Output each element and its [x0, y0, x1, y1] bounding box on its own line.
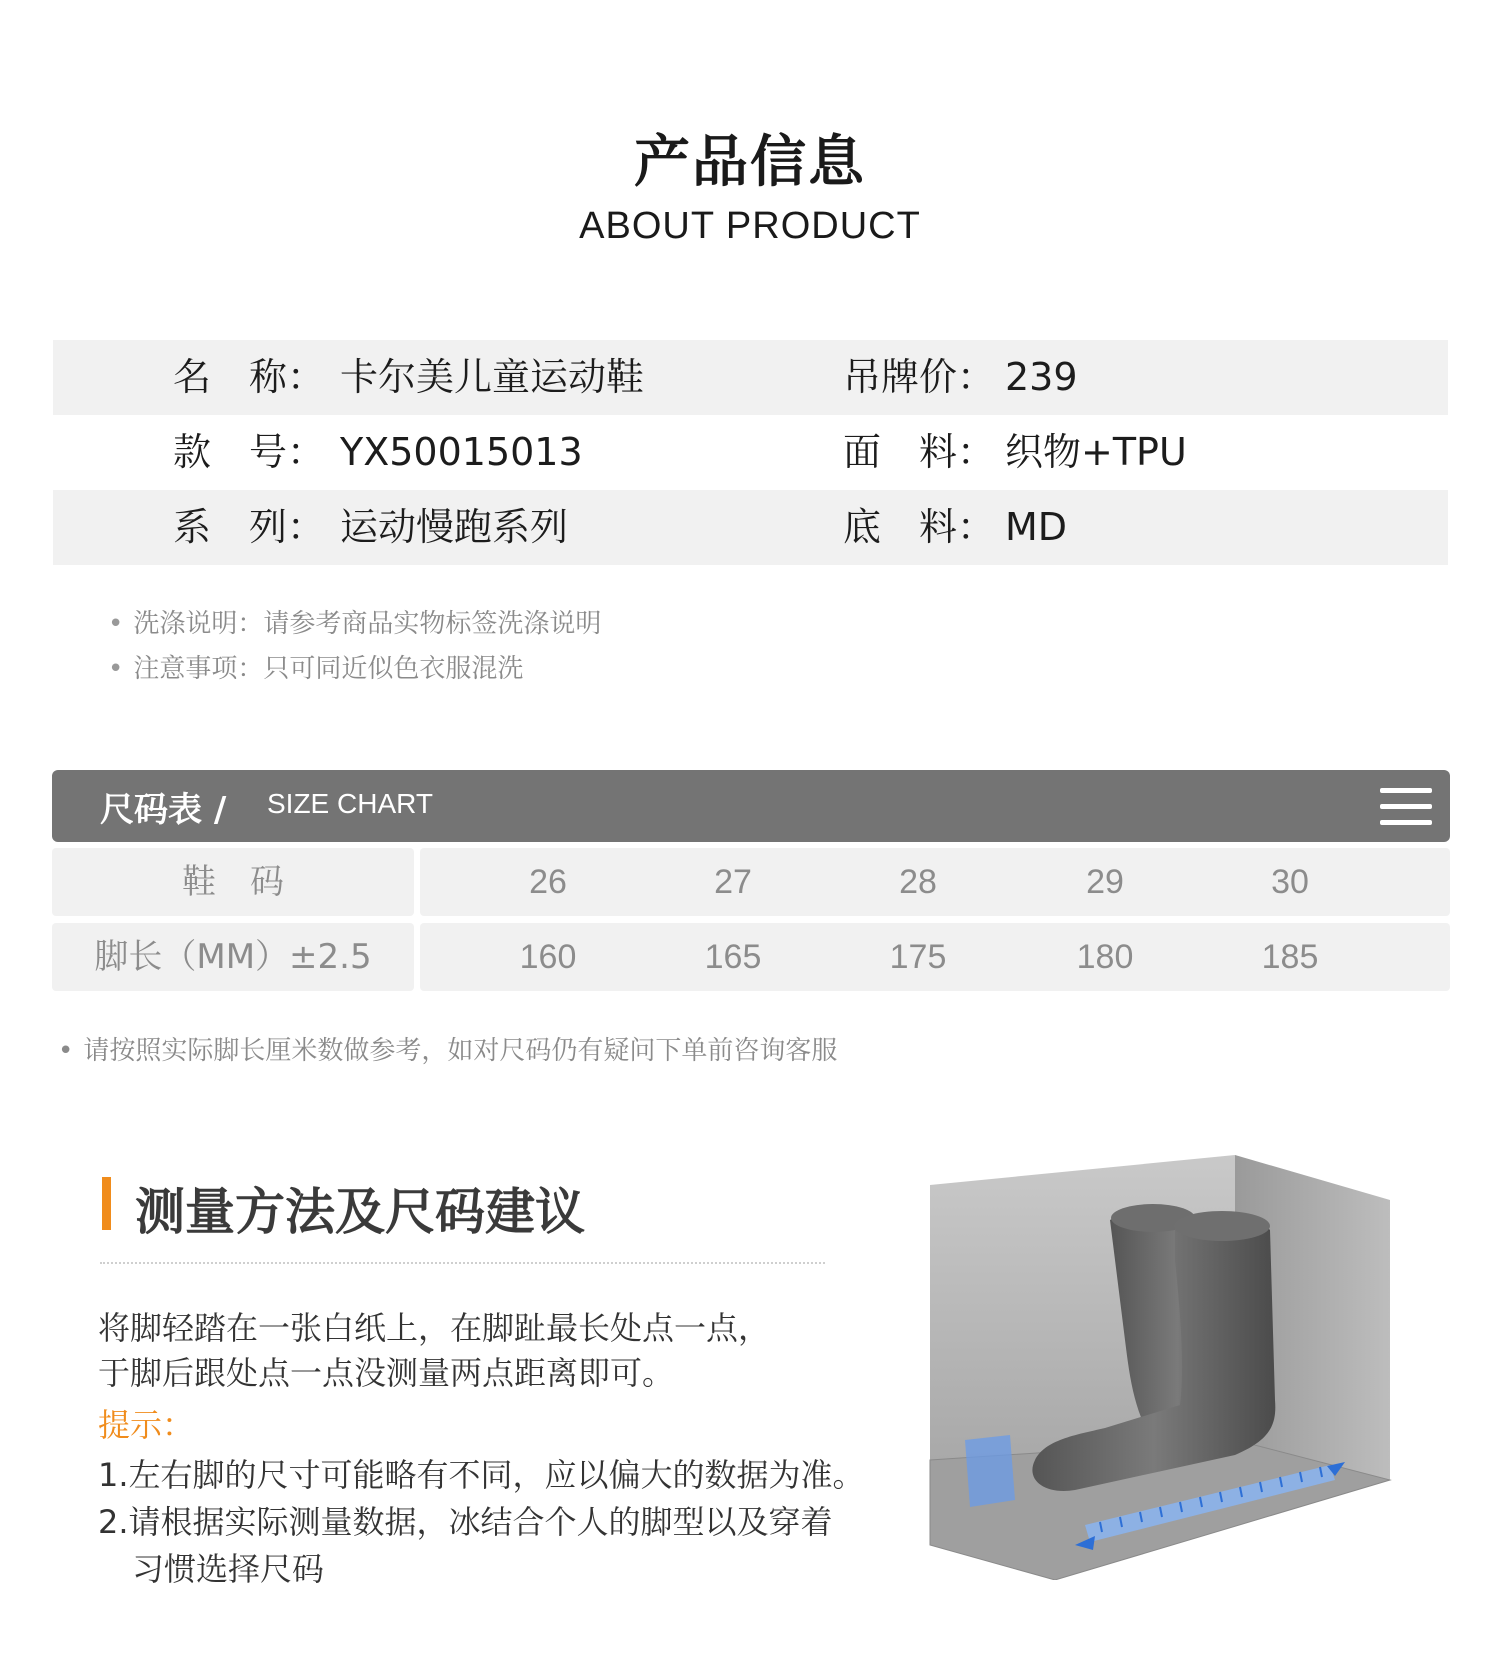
- divider: [100, 1262, 825, 1264]
- size-chart-note: [58, 1030, 837, 1067]
- info-label: 名 称：: [173, 355, 326, 399]
- bullet-icon: •: [58, 1036, 74, 1066]
- size-cell: 160: [519, 938, 577, 976]
- foot-measure-illustration: [925, 1150, 1415, 1580]
- menu-icon[interactable]: [1380, 788, 1432, 826]
- info-row: [53, 490, 1448, 565]
- tip-text: 2.请根据实际测量数据，冰结合个人的脚型以及穿着: [98, 1503, 833, 1541]
- size-cell: 29: [1086, 863, 1124, 901]
- size-cell: 165: [704, 938, 762, 976]
- size-cell: 30: [1271, 863, 1309, 901]
- info-label: 底 料：: [843, 505, 996, 549]
- care-note-text: 注意事项：只可同近似色衣服混洗: [133, 654, 524, 684]
- section-title: 测量方法及尺码建议: [135, 1183, 585, 1241]
- tip-text: 习惯选择尺码: [132, 1550, 325, 1588]
- size-row-label: 脚长（MM）±2.5: [52, 923, 414, 991]
- section-accent-bar: [102, 1177, 111, 1230]
- info-row: [53, 340, 1448, 415]
- info-label: 款 号：: [173, 430, 326, 474]
- care-note: [108, 648, 523, 685]
- size-cell: 28: [899, 863, 937, 901]
- size-chart-title: 尺码表 /: [100, 790, 227, 830]
- size-cell: 27: [714, 863, 752, 901]
- tip-label: 提示：: [98, 1406, 195, 1444]
- info-label: 系 列：: [173, 505, 326, 549]
- care-note-text: 洗涤说明：请参考商品实物标签洗涤说明: [133, 609, 602, 639]
- page-subtitle: ABOUT PRODUCT: [579, 205, 921, 247]
- bullet-icon: •: [108, 654, 124, 684]
- size-row: [420, 848, 1450, 916]
- info-label: 面 料：: [843, 430, 996, 474]
- page-title: 产品信息: [634, 130, 866, 195]
- care-note: [108, 603, 601, 640]
- instruction-text: 于脚后跟处点一点没测量两点距离即可。: [98, 1354, 675, 1392]
- info-value: 239: [1005, 355, 1078, 399]
- size-cell: 180: [1076, 938, 1134, 976]
- bullet-icon: •: [108, 609, 124, 639]
- info-value: MD: [1005, 505, 1068, 549]
- size-row: [420, 923, 1450, 991]
- info-value: 织物+TPU: [1005, 430, 1187, 474]
- size-chart-subtitle: SIZE CHART: [267, 788, 433, 819]
- size-cell: 26: [529, 863, 567, 901]
- info-value: 卡尔美儿童运动鞋: [340, 355, 645, 399]
- size-chart-note-text: 请按照实际脚长厘米数做参考，如对尺码仍有疑问下单前咨询客服: [83, 1036, 838, 1066]
- info-label: 吊牌价：: [843, 355, 996, 399]
- size-chart-header: [52, 770, 1450, 842]
- instruction-text: 将脚轻踏在一张白纸上，在脚趾最长处点一点，: [98, 1309, 771, 1347]
- info-value: 运动慢跑系列: [340, 505, 569, 549]
- tip-text: 1.左右脚的尺寸可能略有不同，应以偏大的数据为准。: [98, 1456, 865, 1494]
- size-row-label: 鞋 码: [52, 848, 414, 916]
- info-row: [53, 415, 1448, 490]
- size-cell: 185: [1261, 938, 1319, 976]
- size-cell: 175: [889, 938, 947, 976]
- info-value: YX50015013: [340, 430, 583, 474]
